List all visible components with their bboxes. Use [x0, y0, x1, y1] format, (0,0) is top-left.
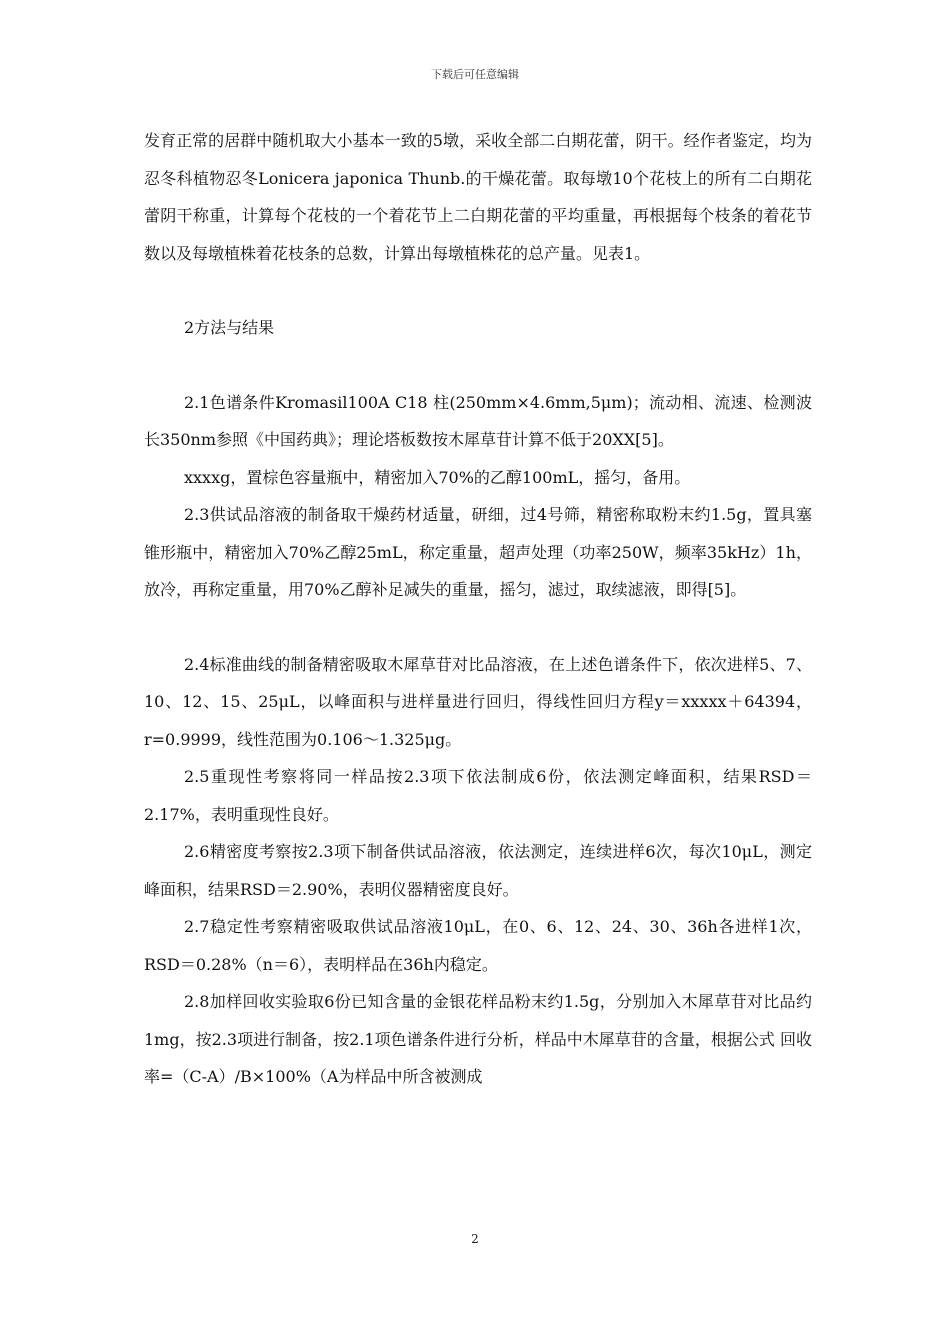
paragraph-2-1: 2.1色谱条件Kromasil100A C18 柱(250mm×4.6mm,5μm)；流动相、流速、检测波长350nm参照《中国药典》；理论塔板数按木犀草苷计算不低于20XX[5]。 [144, 392, 812, 449]
page-header: 下载后可任意编辑 [431, 68, 519, 81]
paragraph-2-2: xxxxg，置棕色容量瓶中，精密加入70%的乙醇100mL，摇匀，备用。 [184, 467, 691, 487]
paragraph-intro: 发育正常的居群中随机取大小基本一致的5墩，采收全部二白期花蕾，阴干。经作者鉴定，均为忍冬科植物忍冬Lonicera japonica Thunb.的干燥花蕾。取每墩10个花枝上的所有二白期花蕾阴干称重，计算每个花枝的一个着花节上二白期花蕾的平均重量，再根据每个枝条的着花节数以及每墩植株着花枝条的总数，计算出每墩植株花的总产量。见表1。 [144, 131, 812, 263]
paragraph-2-8: 2.8加样回收实验取6份已知含量的金银花样品粉末约1.5g，分别加入木犀草苷对比品约1mg，按2.3项进行制备，按2.1项色谱条件进行分析，样品中木犀草苷的含量，根据公式 回收率=（C-A）/B×100%（A为样品中所含被测成 [144, 992, 812, 1086]
paragraph-2-3: 2.3供试品溶液的制备取干燥药材适量，研细，过4号筛，精密称取粉末约1.5g，置具塞锥形瓶中，精密加入70%乙醇25mL，称定重量，超声处理（功率250W，频率35kHz）1h，放冷，再称定重量，用70%乙醇补足减失的重量，摇匀，滤过，取续滤液，即得[5]。 [144, 505, 812, 599]
paragraph-2-5: 2.5重现性考察将同一样品按2.3项下依法制成6份，依法测定峰面积，结果RSD＝2.17%，表明重现性良好。 [144, 767, 812, 824]
page-number: 2 [471, 1232, 479, 1246]
document-body [144, 122, 812, 1096]
section-heading-methods: 2方法与结果 [184, 318, 275, 337]
paragraph-2-7: 2.7稳定性考察精密吸取供试品溶液10μL，在0、6、12、24、30、36h各进样1次，RSD＝0.28%（n＝6），表明样品在36h内稳定。 [144, 917, 812, 974]
paragraph-2-6: 2.6精密度考察按2.3项下制备供试品溶液，依法测定，连续进样6次，每次10μL，测定峰面积，结果RSD＝2.90%，表明仪器精密度良好。 [144, 842, 812, 899]
paragraph-2-4: 2.4标准曲线的制备精密吸取木犀草苷对比品溶液，在上述色谱条件下，依次进样5、7、10、12、15、25μL，以峰面积与进样量进行回归，得线性回归方程y＝xxxxx＋64394，r=0.9999，线性范围为0.106～1.325μg。 [144, 654, 812, 749]
